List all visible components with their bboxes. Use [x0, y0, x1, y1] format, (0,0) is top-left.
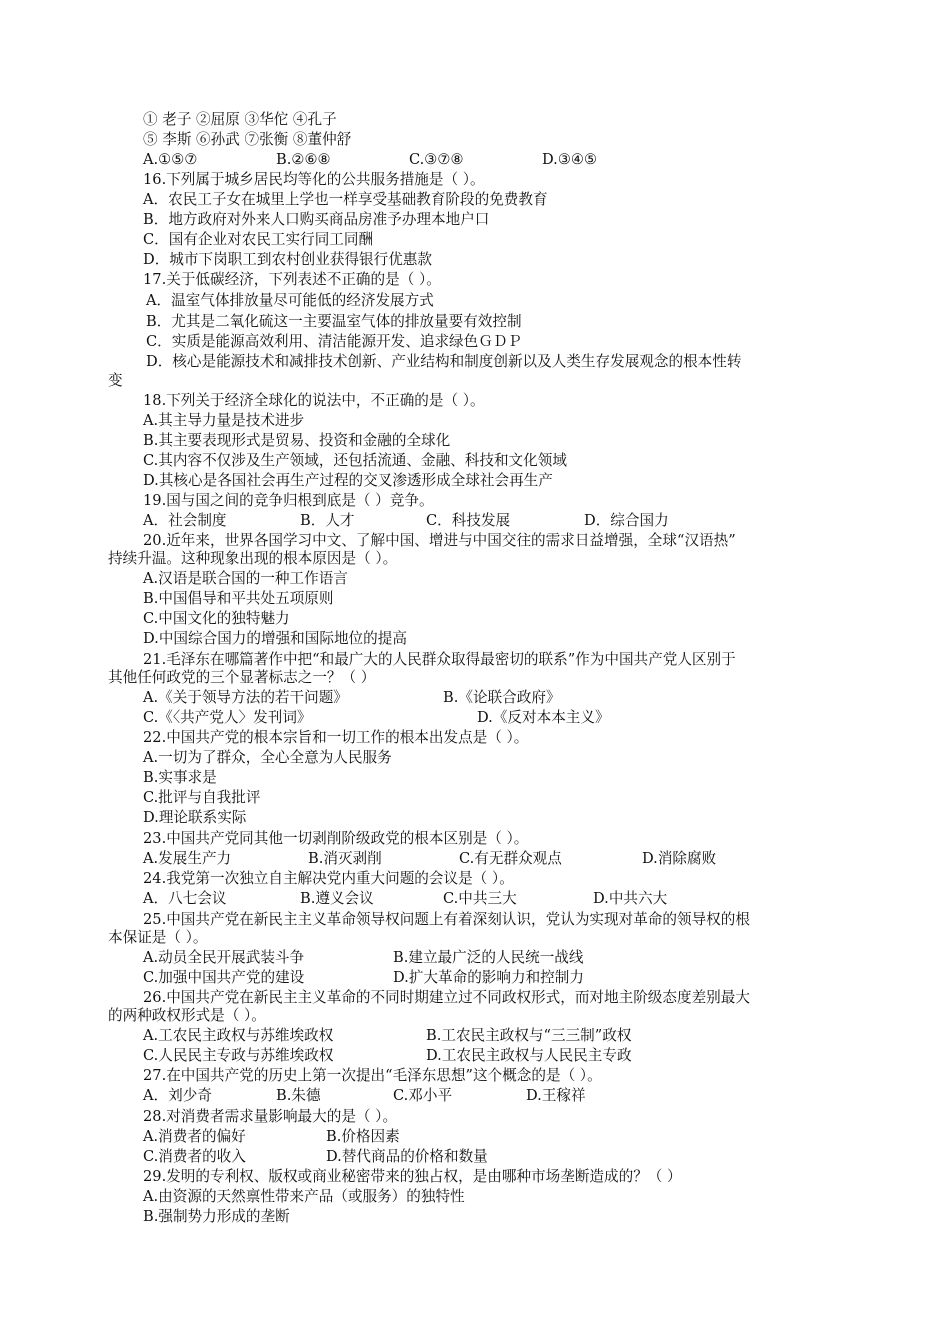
q17-option-a: A．温室气体排放量尽可能低的经济发展方式: [146, 292, 434, 309]
q23-option-a: A.发展生产力: [143, 850, 232, 867]
q25-option-c: C.加强中国共产党的建设: [143, 969, 305, 986]
question-25-stem: 25.中国共产党在新民主主义革命领导权问题上有着深刻认识，党认为实现对革命的领导权的根: [143, 911, 750, 928]
option-b: B.②⑥⑧: [276, 151, 331, 168]
q17-option-d: D．核心是能源技术和减排技术创新、产业结构和制度创新以及人类生存发展观念的根本性转: [146, 353, 742, 370]
q29-option-a: A.由资源的天然禀性带来产品（或服务）的独特性: [143, 1188, 465, 1205]
q23-option-d: D.消除腐败: [642, 850, 717, 867]
q19-option-b: B．人才: [300, 512, 355, 529]
question-22-stem: 22.中国共产党的根本宗旨和一切工作的根本出发点是（ ）。: [143, 729, 529, 746]
option-c: C.③⑦⑧: [409, 151, 464, 168]
q24-option-b: B.遵义会议: [300, 890, 374, 907]
q20-option-a: A.汉语是联合国的一种工作语言: [143, 570, 348, 587]
q20-option-d: D.中国综合国力的增强和国际地位的提高: [143, 630, 407, 647]
q22-option-a: A.一切为了群众，全心全意为人民服务: [143, 749, 392, 766]
q26-option-b: B.工农民主政权与“三三制”政权: [426, 1027, 632, 1044]
q23-option-b: B.消灭剥削: [308, 850, 382, 867]
q25-option-d: D.扩大革命的影响力和控制力: [393, 969, 584, 986]
question-26-stem: 26.中国共产党在新民主主义革命的不同时期建立过不同政权形式，而对地主阶级态度差别最大: [143, 989, 750, 1006]
option-a: A.①⑤⑦: [143, 151, 198, 168]
q19-option-a: A．社会制度: [143, 512, 227, 529]
question-29-stem: 29.发明的专利权、版权或商业秘密带来的独占权，是由哪种市场垄断造成的？（ ）: [143, 1168, 682, 1185]
question-23-stem: 23.中国共产党同其他一切剥削阶级政党的根本区别是（ ）。: [143, 830, 529, 847]
q27-option-d: D.王稼祥: [526, 1087, 586, 1104]
q21-option-a: A.《关于领导方法的若干问题》: [143, 689, 348, 706]
question-24-stem: 24.我党第一次独立自主解决党内重大问题的会议是（ ）。: [143, 870, 514, 887]
question-25-wrap: 本保证是（ ）。: [108, 929, 208, 946]
q26-option-a: A.工农民主政权与苏维埃政权: [143, 1027, 334, 1044]
q25-option-b: B.建立最广泛的人民统一战线: [393, 949, 584, 966]
question-27-stem: 27.在中国共产党的历史上第一次提出“毛泽东思想”这个概念的是（ ）。: [143, 1067, 602, 1084]
question-20-wrap: 持续升温。这种现象出现的根本原因是（ ）。: [108, 550, 398, 567]
q26-option-c: C.人民民主专政与苏维埃政权: [143, 1047, 334, 1064]
q24-option-a: A．八七会议: [143, 890, 227, 907]
q17-option-b: B．尤其是二氧化硫这一主要温室气体的排放量要有效控制: [146, 313, 522, 330]
q18-option-b: B.其主要表现形式是贸易、投资和金融的全球化: [143, 432, 451, 449]
q20-option-c: C.中国文化的独特魅力: [143, 610, 290, 627]
q18-option-d: D.其核心是各国社会再生产过程的交叉渗透形成全球社会再生产: [143, 472, 553, 489]
q18-option-c: C.其内容不仅涉及生产领域，还包括流通、金融、科技和文化领域: [143, 452, 567, 469]
q20-option-b: B.中国倡导和平共处五项原则: [143, 590, 334, 607]
q17-option-d-wrap: 变: [108, 372, 123, 389]
q22-option-d: D.理论联系实际: [143, 809, 247, 826]
q28-option-d: D.替代商品的价格和数量: [326, 1148, 488, 1165]
persons-row-2: ⑤ 李斯 ⑥孙武 ⑦张衡 ⑧董仲舒: [143, 131, 352, 148]
q28-option-c: C.消费者的收入: [143, 1148, 246, 1165]
q16-option-d: D．城市下岗职工到农村创业获得银行优惠款: [143, 251, 432, 268]
q19-option-d: D．综合国力: [584, 512, 669, 529]
question-17-stem: 17.关于低碳经济，下列表述不正确的是（ ）。: [143, 271, 441, 288]
q16-option-a: A．农民工子女在城里上学也一样享受基础教育阶段的免费教育: [143, 191, 548, 208]
question-21-wrap: 其他任何政党的三个显著标志之一？（ ）: [108, 669, 376, 686]
q22-option-c: C.批评与自我批评: [143, 789, 261, 806]
persons-row-1: ① 老子 ②屈原 ③华佗 ④孔子: [143, 111, 337, 128]
question-21-stem: 21.毛泽东在哪篇著作中把“和最广大的人民群众取得最密切的联系”作为中国共产党人区别于: [143, 651, 736, 668]
q26-option-d: D.工农民主政权与人民民主专政: [426, 1047, 632, 1064]
q27-option-c: C.邓小平: [393, 1087, 453, 1104]
q25-option-a: A.动员全民开展武装斗争: [143, 949, 305, 966]
q18-option-a: A.其主导力量是技术进步: [143, 412, 305, 429]
q21-option-d: D.《反对本本主义》: [477, 709, 610, 726]
option-d: D.③④⑤: [542, 151, 598, 168]
q21-option-c: C.《〈共产党人〉发刊词》: [143, 709, 312, 726]
question-28-stem: 28.对消费者需求量影响最大的是（ ）。: [143, 1108, 398, 1125]
q27-option-b: B.朱德: [276, 1087, 321, 1104]
q19-option-c: C．科技发展: [426, 512, 511, 529]
question-16-stem: 16.下列属于城乡居民均等化的公共服务措施是（ ）。: [143, 171, 485, 188]
q17-option-c: C．实质是能源高效利用、清洁能源开发、追求绿色ＧＤＰ: [146, 333, 523, 350]
q24-option-d: D.中共六大: [593, 890, 668, 907]
q28-option-a: A.消费者的偏好: [143, 1128, 246, 1145]
question-26-wrap: 的两种政权形式是（ ）。: [108, 1007, 266, 1024]
q24-option-c: C.中共三大: [443, 890, 517, 907]
question-18-stem: 18.下列关于经济全球化的说法中，不正确的是（ ）。: [143, 392, 485, 409]
q21-option-b: B.《论联合政府》: [443, 689, 561, 706]
q16-option-c: C．国有企业对农民工实行同工同酬: [143, 231, 374, 248]
q28-option-b: B.价格因素: [326, 1128, 400, 1145]
question-20-stem: 20.近年来，世界各国学习中文、了解中国、增进与中国交往的需求日益增强，全球“汉语热”: [143, 532, 736, 549]
q22-option-b: B.实事求是: [143, 769, 217, 786]
q27-option-a: A．刘少奇: [143, 1087, 212, 1104]
q16-option-b: B．地方政府对外来人口购买商品房准予办理本地户口: [143, 211, 490, 228]
q23-option-c: C.有无群众观点: [459, 850, 562, 867]
q29-option-b: B.强制势力形成的垄断: [143, 1208, 290, 1225]
question-19-stem: 19.国与国之间的竞争归根到底是（ ）竞争。: [143, 492, 434, 509]
